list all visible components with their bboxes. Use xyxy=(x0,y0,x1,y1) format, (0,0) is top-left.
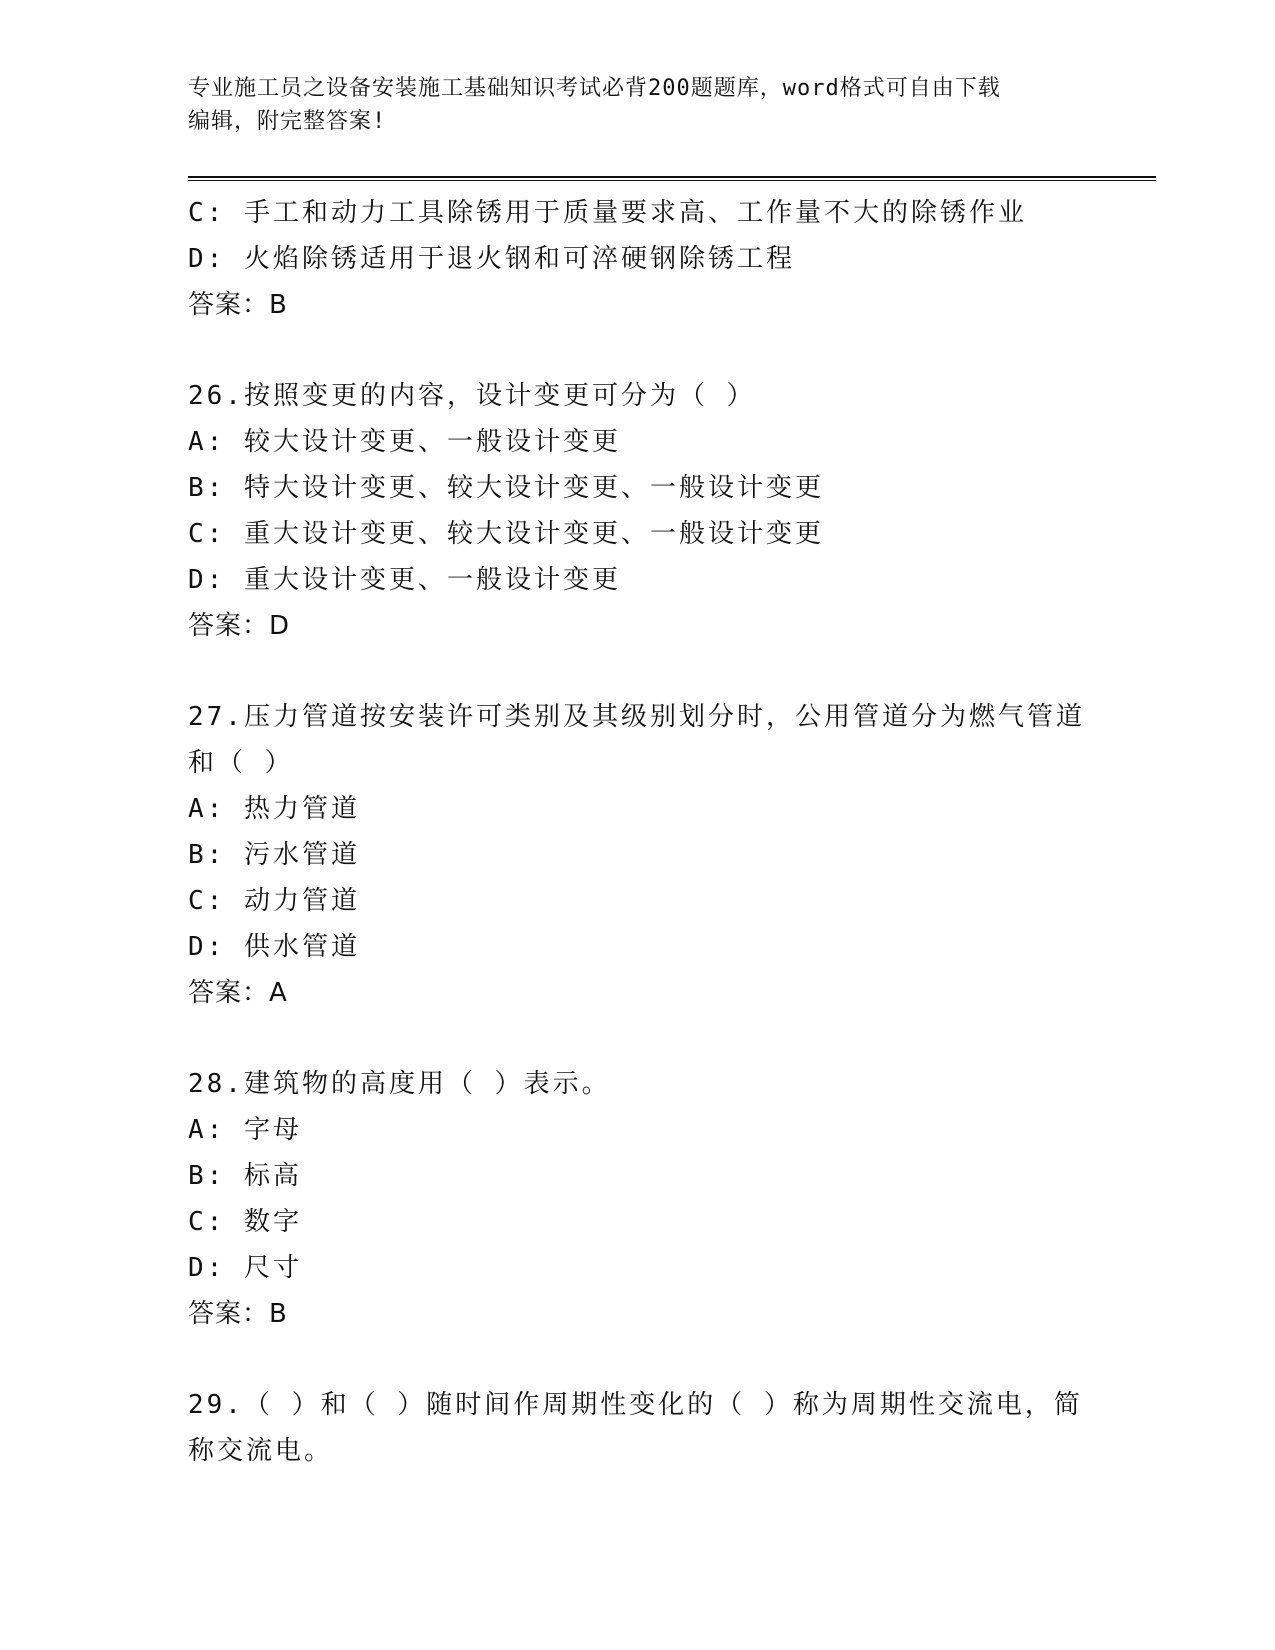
option-b: B: 污水管道 xyxy=(188,840,360,870)
question-text: 26.按照变更的内容，设计变更可分为（ ） xyxy=(188,381,756,411)
answer-line: 答案：D xyxy=(188,611,291,641)
question-block-29 xyxy=(188,1382,1088,1474)
option-c: C: 动力管道 xyxy=(188,886,360,916)
answer-line: 答案：B xyxy=(188,1299,288,1329)
option-a: A: 热力管道 xyxy=(188,794,360,824)
option-c: C: 手工和动力工具除锈用于质量要求高、工作量不大的除锈作业 xyxy=(188,198,1027,228)
question-text-line-2: 和（ ） xyxy=(188,748,294,778)
spacer xyxy=(188,649,1088,694)
spacer xyxy=(188,328,1088,373)
option-b: B: 标高 xyxy=(188,1161,302,1191)
option-c: C: 数字 xyxy=(188,1207,302,1237)
option-d: D: 火焰除锈适用于退火钢和可淬硬钢除锈工程 xyxy=(188,244,795,274)
question-block-28 xyxy=(188,1061,1088,1337)
spacer xyxy=(188,1337,1088,1382)
option-c: C: 重大设计变更、较大设计变更、一般设计变更 xyxy=(188,519,824,549)
question-text-line-2: 称交流电。 xyxy=(188,1436,334,1466)
option-a: A: 较大设计变更、一般设计变更 xyxy=(188,427,621,457)
header-divider xyxy=(188,176,1156,181)
header-title-line-1: 专业施工员之设备安装施工基础知识考试必背200题题库，word格式可自由下载 xyxy=(188,76,1001,101)
option-d: D: 尺寸 xyxy=(188,1253,302,1283)
answer-line: 答案：A xyxy=(188,978,288,1008)
option-a: A: 字母 xyxy=(188,1115,302,1145)
question-block-25 xyxy=(188,190,1088,328)
answer-line: 答案：B xyxy=(188,290,288,320)
question-text: 28.建筑物的高度用（ ）表示。 xyxy=(188,1069,611,1099)
header-title-line-2: 编辑，附完整答案! xyxy=(188,109,387,134)
option-b: B: 特大设计变更、较大设计变更、一般设计变更 xyxy=(188,473,824,503)
question-text-line-1: 29.（ ）和（ ）随时间作周期性变化的（ ）称为周期性交流电，简 xyxy=(188,1390,1083,1420)
question-block-27 xyxy=(188,694,1088,1016)
question-list xyxy=(188,190,1088,1474)
spacer xyxy=(188,1016,1088,1061)
option-d: D: 重大设计变更、一般设计变更 xyxy=(188,565,621,595)
question-block-26 xyxy=(188,373,1088,649)
question-text-line-1: 27.压力管道按安装许可类别及其级别划分时，公用管道分为燃气管道 xyxy=(188,702,1085,732)
document-header xyxy=(188,72,1088,138)
option-d: D: 供水管道 xyxy=(188,932,360,962)
